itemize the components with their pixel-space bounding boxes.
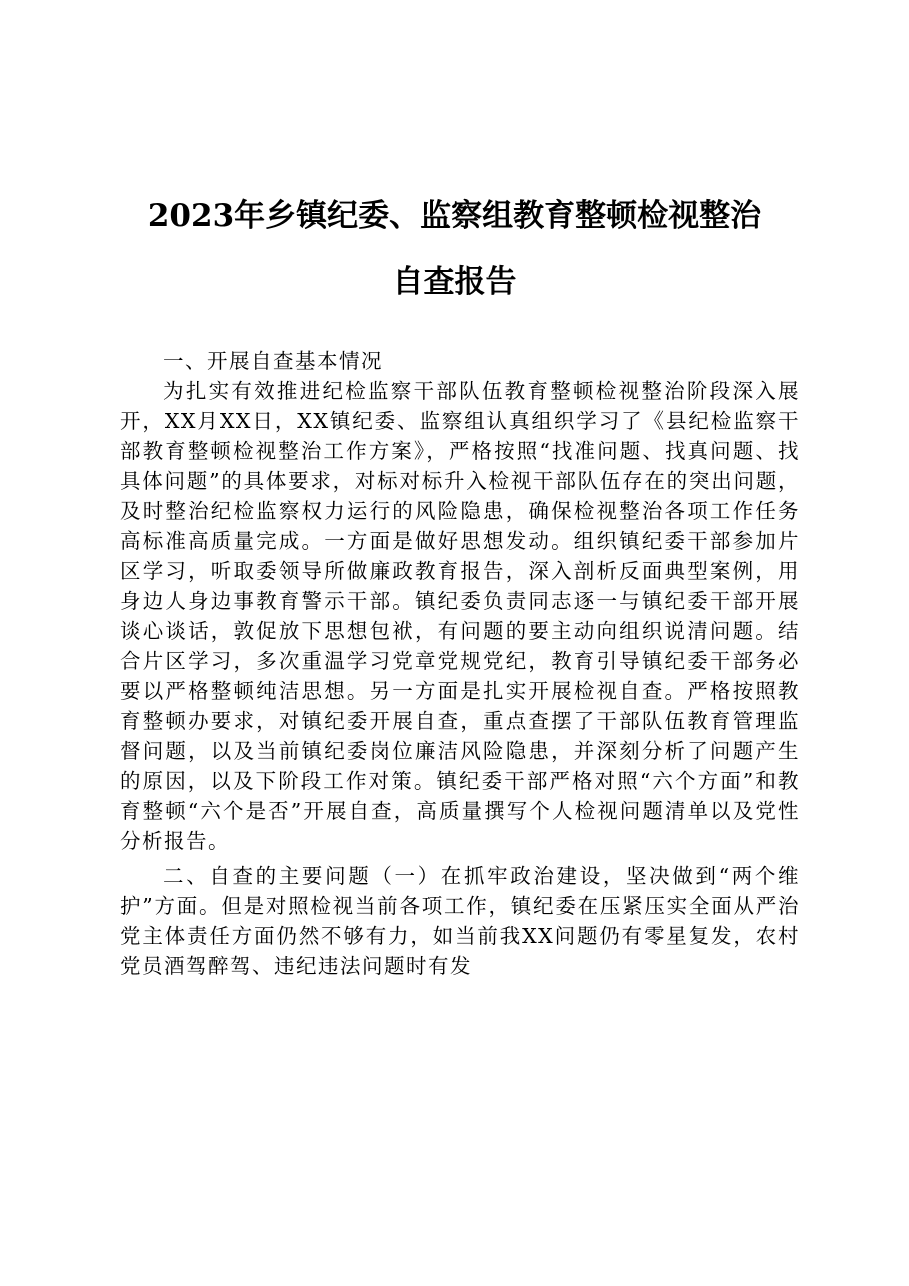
document-title-line-1: 2023年乡镇纪委、监察组教育整顿检视整治: [147, 198, 762, 234]
body-paragraph-2: 二、自查的主要问题（一）在抓牢政治建设，坚决做到“两个维护”方面。但是对照检视当前各项工作，镇纪委在压紧压实全面从严治党主体责任方面仍然不够有力，如当前我XX问题仍有零星复发，农村党员酒驾醉驾、违纪违法问题时有发: [120, 864, 800, 978]
section-heading-1: 一、开展自查基本情况: [163, 349, 384, 373]
document-body: [120, 346, 800, 981]
document-title-line-2: 自查报告: [392, 264, 517, 300]
body-paragraph-1: 为扎实有效推进纪检监察干部队伍教育整顿检视整治阶段深入展开，XX月XX日，XX镇纪委、监察组认真组织学习了《县纪检监察干部教育整顿检视整治工作方案》，严格按照“找准问题、找真问题、找具体问题”的具体要求，对标对标升入检视干部队伍存在的突出问题，及时整治纪检监察权力运行的风险隐患，确保检视整治各项工作任务高标准高质量完成。一方面是做好思想发动。组织镇纪委干部参加片区学习，听取委领导所做廉政教育报告，深入剖析反面典型案例，用身边人身边事教育警示干部。镇纪委负责同志逐一与镇纪委干部开展谈心谈话，敦促放下思想包袱，有问题的要主动向组织说清问题。结合片区学习，多次重温学习党章党规党纪，教育引导镇纪委干部务必要以严格整顿纯洁思想。另一方面是扎实开展检视自查。严格按照教育整顿办要求，对镇纪委开展自查，重点查摆了干部队伍教育管理监督问题，以及当前镇纪委岗位廉洁风险隐患，并深刻分析了问题产生的原因，以及下阶段工作对策。镇纪委干部严格对照“六个方面”和教育整顿“六个是否”开展自查，高质量撰写个人检视问题清单以及党性分析报告。: [120, 379, 800, 853]
